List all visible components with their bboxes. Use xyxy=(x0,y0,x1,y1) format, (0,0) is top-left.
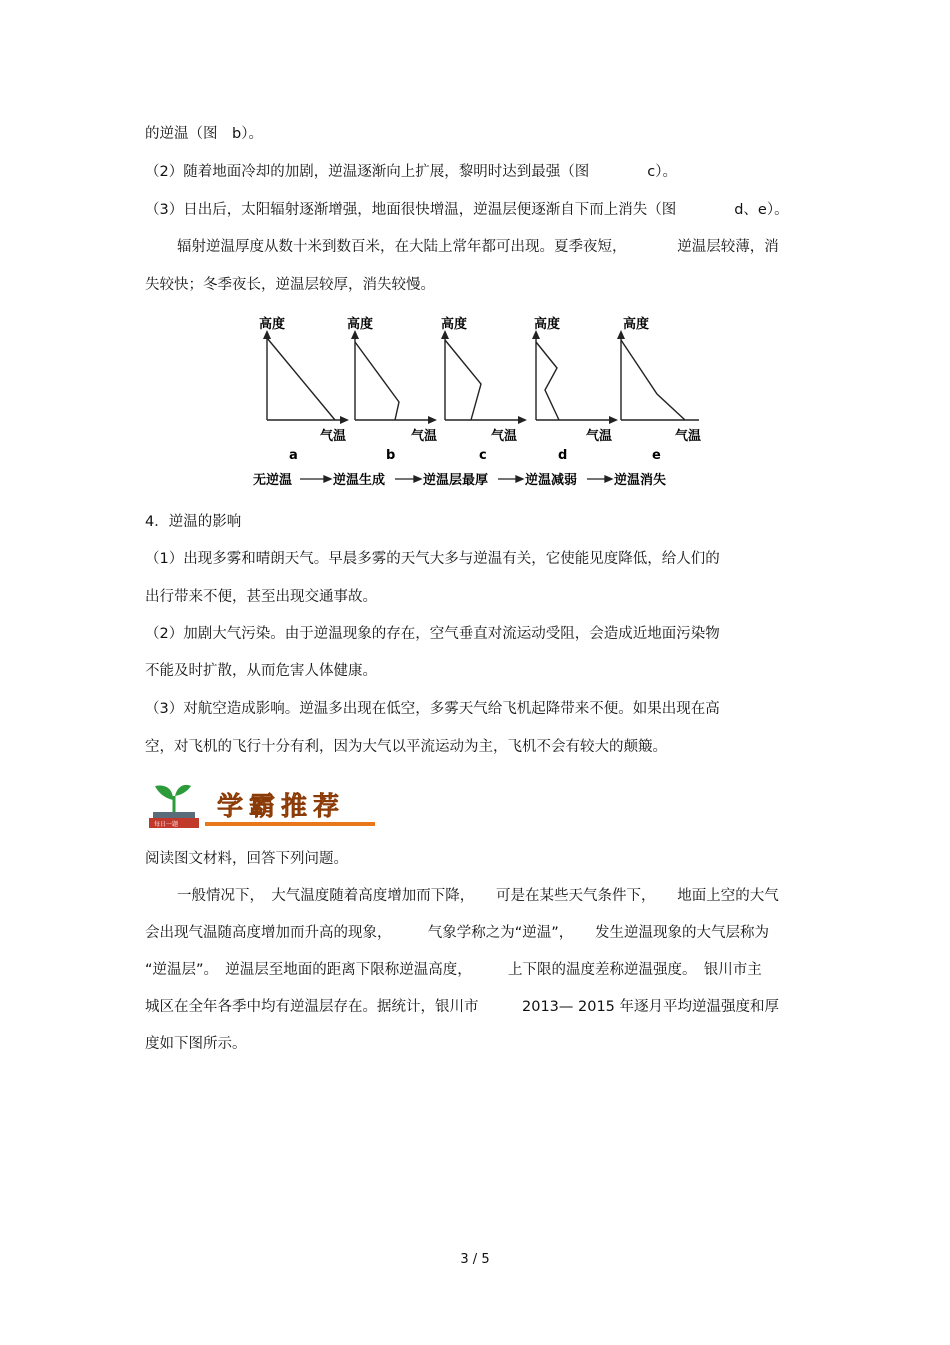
text-line: “逆温层”。 逆温层至地面的距离下限称逆温高度， 上下限的温度差称逆温强度。 银川市主 xyxy=(145,962,762,978)
text-line: （3）日出后，太阳辐射逐渐增强，地面很快增温，逆温层便逐渐自下而上消失（图 d、e）。 xyxy=(145,202,789,218)
y-axis-label: 高度 xyxy=(259,317,286,332)
text-line: 辐射逆温厚度从数十米到数百米，在大陆上常年都可出现。夏季夜短， 逆温层较薄，消 xyxy=(177,239,779,255)
stage-label: 无逆温 xyxy=(253,473,293,488)
logo-small-text: 每日一题 xyxy=(154,821,179,828)
panel-letter: c xyxy=(479,448,487,463)
stage-label: 逆温生成 xyxy=(333,473,386,488)
text-line: （1）出现多雾和晴朗天气。早晨多雾的天气大多与逆温有关，它使能见度降低，给人们的 xyxy=(145,551,720,567)
text-line: （2）随着地面冷却的加剧，逆温逐渐向上扩展，黎明时达到最强（图 c）。 xyxy=(145,164,677,180)
text-line: 的逆温（图 b）。 xyxy=(145,126,263,142)
x-axis-label: 气温 xyxy=(320,429,347,444)
xueba-tuijian-logo xyxy=(145,778,380,834)
inversion-stages-diagram xyxy=(245,312,702,492)
y-axis-label: 高度 xyxy=(623,317,650,332)
panel-letter: d xyxy=(558,448,568,463)
y-axis-label: 高度 xyxy=(441,317,468,332)
panel-letter: a xyxy=(289,448,298,463)
stage-label: 逆温减弱 xyxy=(525,473,578,488)
text-line: 空，对飞机的飞行十分有利，因为大气以平流运动为主，飞机不会有较大的颠簸。 xyxy=(145,739,667,755)
leaf-icon xyxy=(155,786,173,800)
page-number: 3 / 5 xyxy=(460,1252,490,1267)
x-axis-label: 气温 xyxy=(491,429,518,444)
text-line: 一般情况下， 大气温度随着高度增加而下降， 可是在某些天气条件下， 地面上空的大气 xyxy=(177,888,779,904)
stage-label: 逆温消失 xyxy=(614,473,667,488)
text-line: （3）对航空造成影响。逆温多出现在低空，多雾天气给飞机起降带来不便。如果出现在高 xyxy=(145,701,720,717)
text-line: 会出现气温随高度增加而升高的现象， 气象学称之为“逆温”， 发生逆温现象的大气层称为 xyxy=(145,925,770,941)
logo-title: 学霸推荐 xyxy=(217,792,346,822)
stage-label: 逆温层最厚 xyxy=(423,473,489,488)
text-line: 失较快；冬季夜长，逆温层较厚，消失较慢。 xyxy=(145,277,435,293)
y-axis-label: 高度 xyxy=(347,317,374,332)
text-line: （2）加剧大气污染。由于逆温现象的存在，空气垂直对流运动受阻，会造成近地面污染物 xyxy=(145,626,720,642)
text-line: 不能及时扩散，从而危害人体健康。 xyxy=(145,663,377,679)
text-line: 出行带来不便，甚至出现交通事故。 xyxy=(145,589,377,605)
panel-letter: b xyxy=(386,448,396,463)
section-heading: 4．逆温的影响 xyxy=(145,514,242,530)
y-axis-label: 高度 xyxy=(534,317,561,332)
text-line: 城区在全年各季中均有逆温层存在。据统计，银川市 2013— 2015 年逐月平均逆温强度和厚 xyxy=(145,999,780,1015)
panel-letter: e xyxy=(652,448,661,463)
x-axis-label: 气温 xyxy=(586,429,613,444)
x-axis-label: 气温 xyxy=(675,429,702,444)
text-line: 度如下图所示。 xyxy=(145,1036,247,1052)
x-axis-label: 气温 xyxy=(411,429,438,444)
text-line: 阅读图文材料，回答下列问题。 xyxy=(145,851,348,867)
